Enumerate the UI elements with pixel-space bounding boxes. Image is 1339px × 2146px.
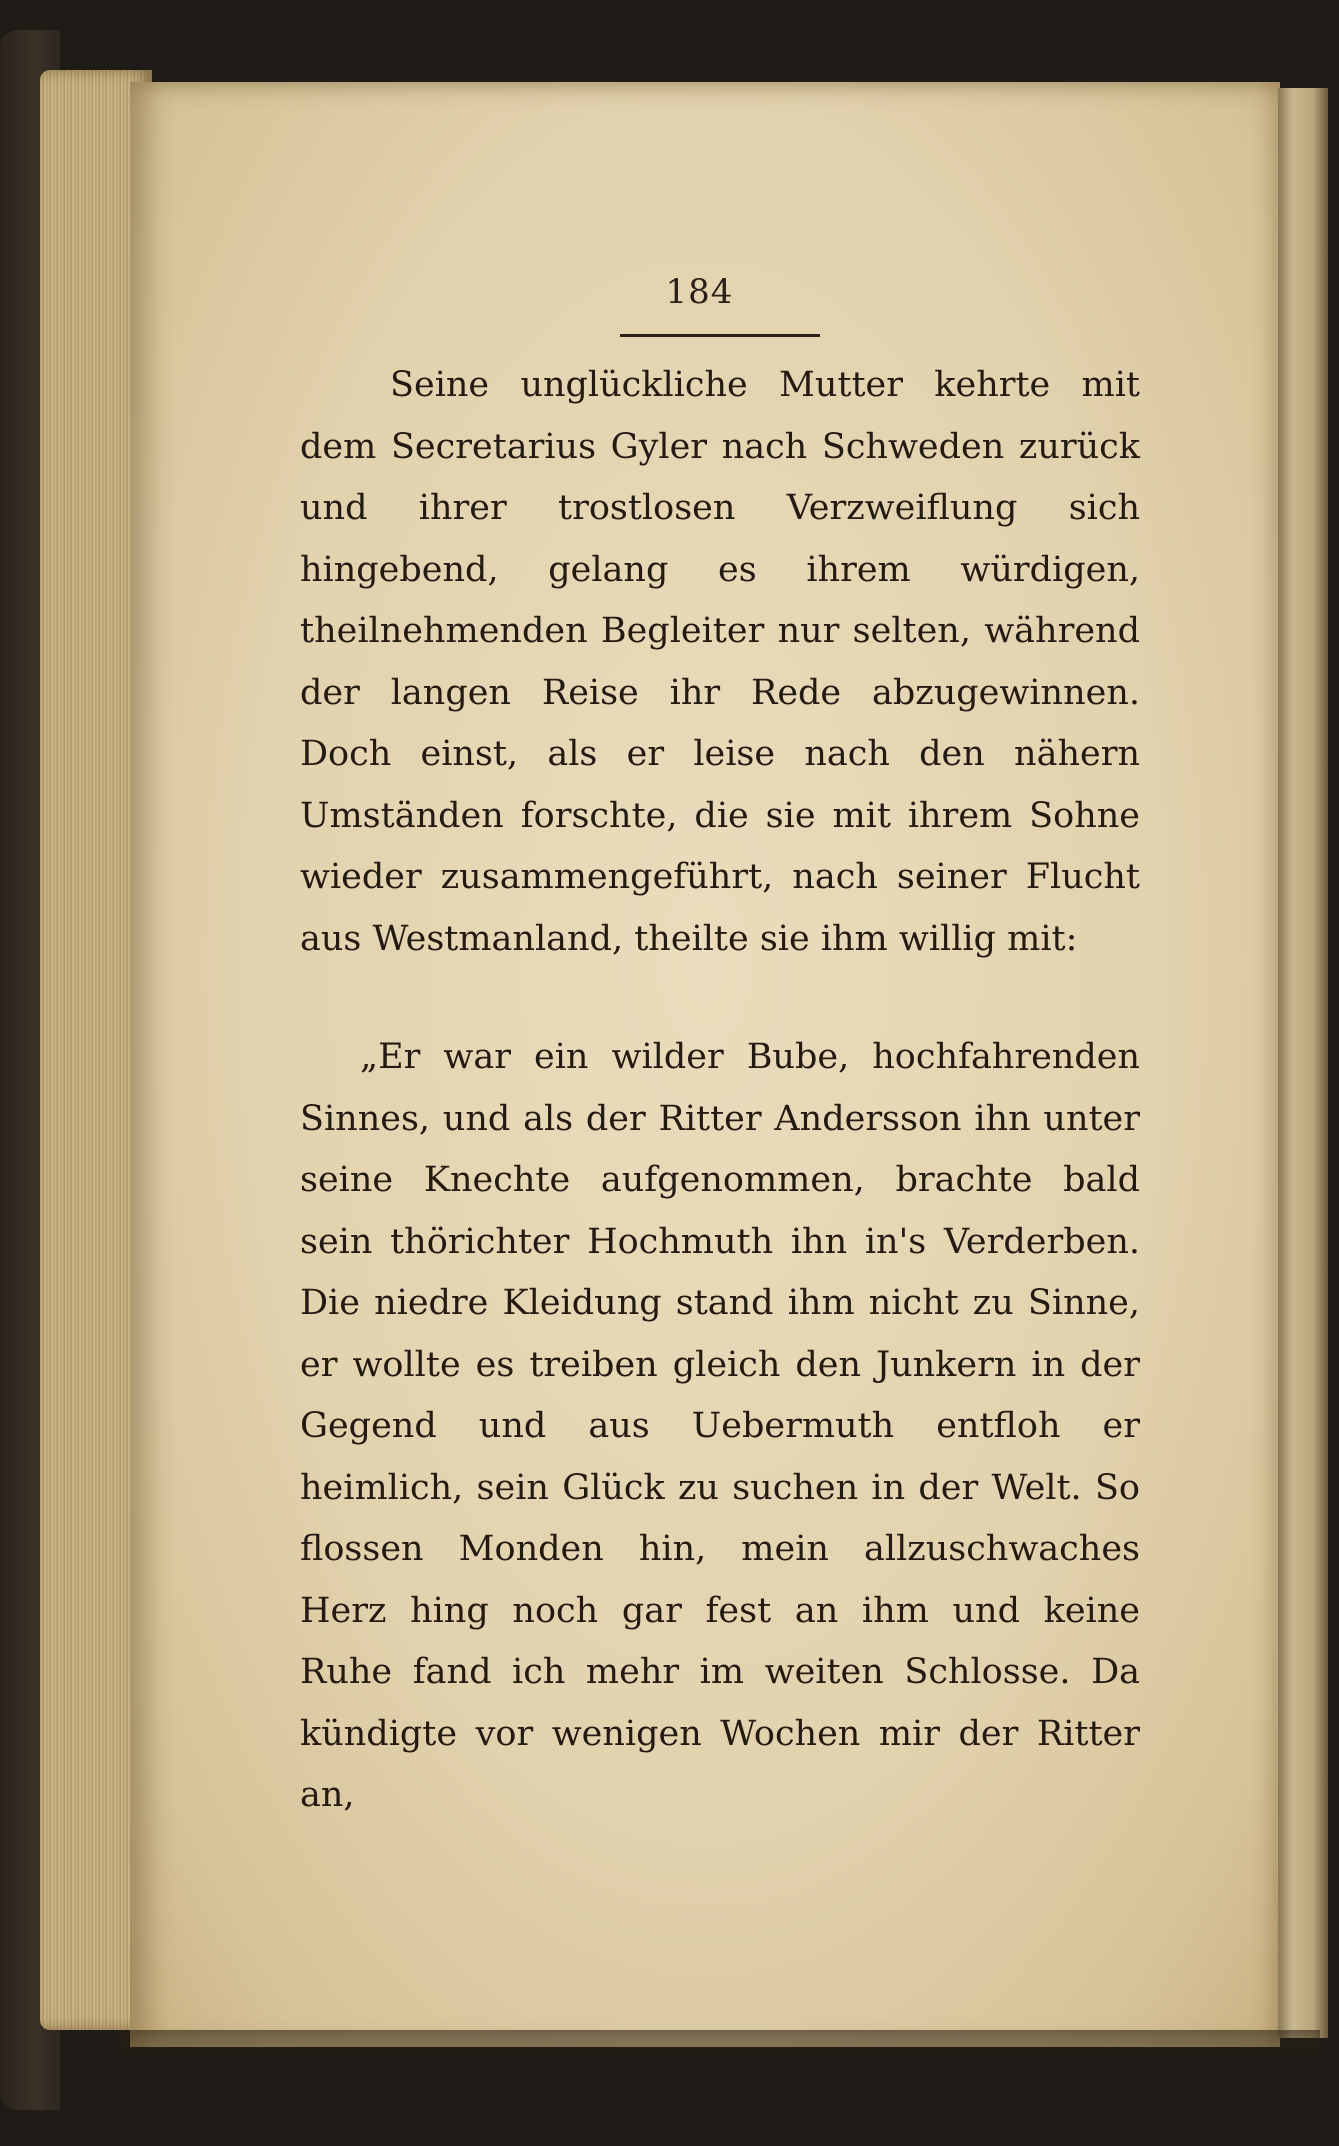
- page-number: 184: [665, 272, 734, 312]
- body-text: [300, 355, 1140, 1827]
- paragraph-2: „Er war ein wilder Bube, hochfahrenden Sinnes, und als der Ritter Andersson ihn unter seine Knechte aufgenommen, brachte bald sein thörichter Hochmuth ihn in's Verderben. Die niedre Kleidung stand ihm nicht zu Sinne, er wollte es treiben gleich den Junkern in der Gegend und aus Uebermuth entfloh er heimlich, sein Glück zu suchen in der Welt. So flossen Monden hin, mein allzuschwaches Herz hing noch gar fest an ihm und keine Ruhe fand ich mehr im weiten Schlosse. Da kündigte vor wenigen Wochen mir der Ritter an,: [300, 1037, 1140, 1815]
- paragraph-1: Seine unglückliche Mutter kehrte mit dem Secretarius Gyler nach Schweden zurück und ihrer trostlosen Verzweiflung sich hingebend, gelang es ihrem würdigen, theilnehmenden Begleiter nur selten, während der langen Reise ihr Rede abzugewinnen. Doch einst, als er leise nach den nähern Umständen forschte, die sie mit ihrem Sohne wieder zusammengeführt, nach seiner Flucht aus Westmanland, theilte sie ihm willig mit:: [300, 365, 1140, 959]
- page-bottom-shadow: [120, 2030, 1320, 2070]
- facing-page-edge: [1278, 88, 1328, 2038]
- header-rule: [620, 334, 820, 337]
